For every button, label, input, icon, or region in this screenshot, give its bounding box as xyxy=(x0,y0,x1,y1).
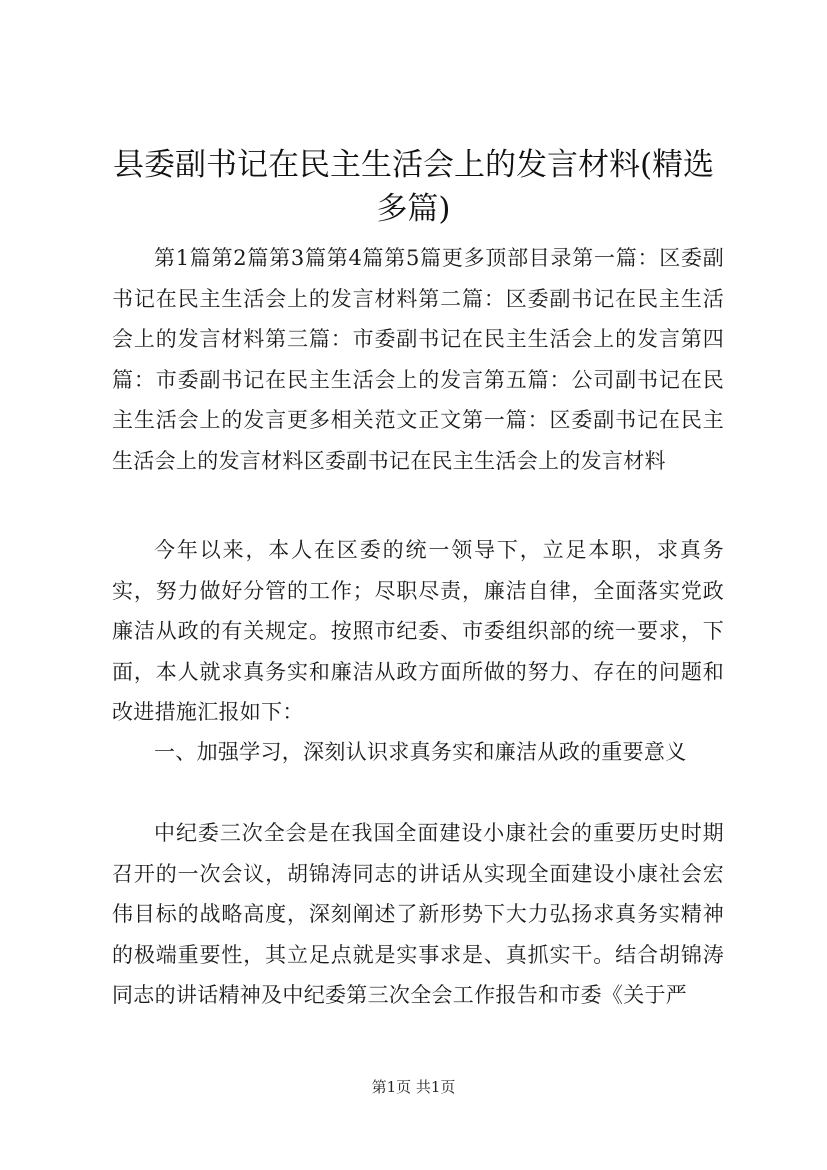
document-title: 县委副书记在民主生活会上的发言材料(精选多篇) xyxy=(112,147,715,227)
body-paragraph: 中纪委三次全会是在我国全面建设小康社会的重要历史时期召开的一次会议，胡锦涛同志的讲话从实现全面建设小康社会宏伟目标的战略高度，深刻阐述了新形势下大力弘扬求真务实精神的极端重要性，其立足点就是实事求是、真抓实干。结合胡锦涛同志的讲话精神及中纪委第三次全会工作报告和市委《关于严 xyxy=(112,821,724,1007)
toc-paragraph: 第1篇第2篇第3篇第4篇第5篇更多顶部目录第一篇：区委副书记在民主生活会上的发言材料第二篇：区委副书记在民主生活会上的发言材料第三篇：市委副书记在民主生活会上的发言第四篇：市委副书记在民主生活会上的发言第五篇：公司副书记在民主生活会上的发言更多相关范文正文第一篇：区委副书记在民主生活会上的发言材料区委副书记在民主生活会上的发言材料 xyxy=(112,246,724,473)
intro-paragraph: 今年以来，本人在区委的统一领导下，立足本职，求真务实，努力做好分管的工作；尽职尽责，廉洁自律，全面落实党政廉洁从政的有关规定。按照市纪委、市委组织部的统一要求，下面，本人就求真务实和廉洁从政方面所做的努力、存在的问题和改进措施汇报如下： xyxy=(112,538,724,724)
page-footer: 第1页 共1页 xyxy=(371,1078,456,1096)
section-heading: 一、加强学习，深刻认识求真务实和廉洁从政的重要意义 xyxy=(154,740,687,764)
